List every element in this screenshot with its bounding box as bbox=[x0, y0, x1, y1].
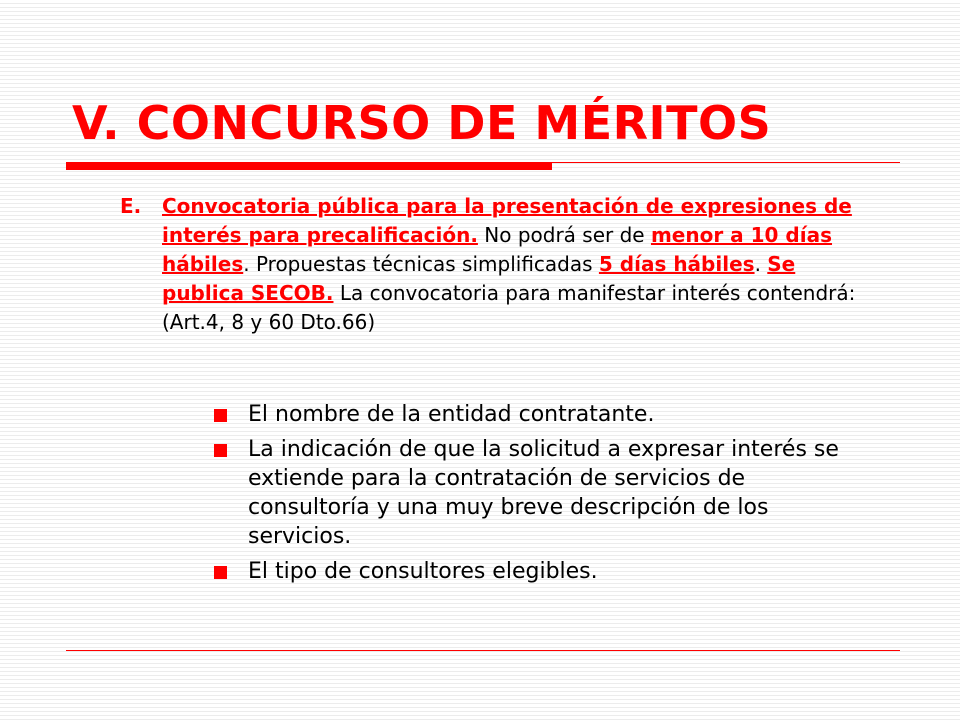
bullet-text: El tipo de consultores elegibles. bbox=[248, 559, 598, 584]
text-segment: . bbox=[754, 252, 768, 276]
text-segment: La convocatoria para manifestar interés contendrá: (Art.4, 8 y 60 Dto.66) bbox=[162, 281, 856, 334]
call-heading: Convocatoria pública para la presentación de expresiones de interés para precalificación. bbox=[162, 194, 852, 247]
section-paragraph bbox=[162, 192, 860, 337]
bullet-list bbox=[212, 400, 852, 592]
bullet-text: El nombre de la entidad contratante. bbox=[248, 402, 655, 427]
bullet-item bbox=[212, 435, 852, 551]
title-underline-thick bbox=[66, 162, 552, 170]
section-marker: E. bbox=[120, 194, 142, 218]
bullet-item bbox=[212, 400, 852, 429]
slide-title: V. CONCURSO DE MÉRITOS bbox=[72, 96, 772, 150]
title-underline-thin bbox=[552, 162, 900, 163]
days-highlight: 5 días hábiles bbox=[598, 252, 755, 276]
footer-rule bbox=[66, 650, 900, 651]
text-segment: . Propuestas técnicas simplificadas bbox=[243, 252, 599, 276]
square-bullet-icon bbox=[214, 444, 227, 457]
min-days-highlight: menor a 10 días hábiles bbox=[162, 223, 833, 276]
bullet-item bbox=[212, 557, 852, 586]
section-e bbox=[120, 192, 860, 337]
bullet-text: La indicación de que la solicitud a expresar interés se extiende para la contratación de servicios de consultoría y una muy breve descripción de los servicios. bbox=[248, 437, 839, 549]
square-bullet-icon bbox=[214, 409, 227, 422]
text-segment: No podrá ser de bbox=[477, 223, 651, 247]
publish-highlight: Se publica SECOB. bbox=[162, 252, 796, 305]
square-bullet-icon bbox=[214, 566, 227, 579]
